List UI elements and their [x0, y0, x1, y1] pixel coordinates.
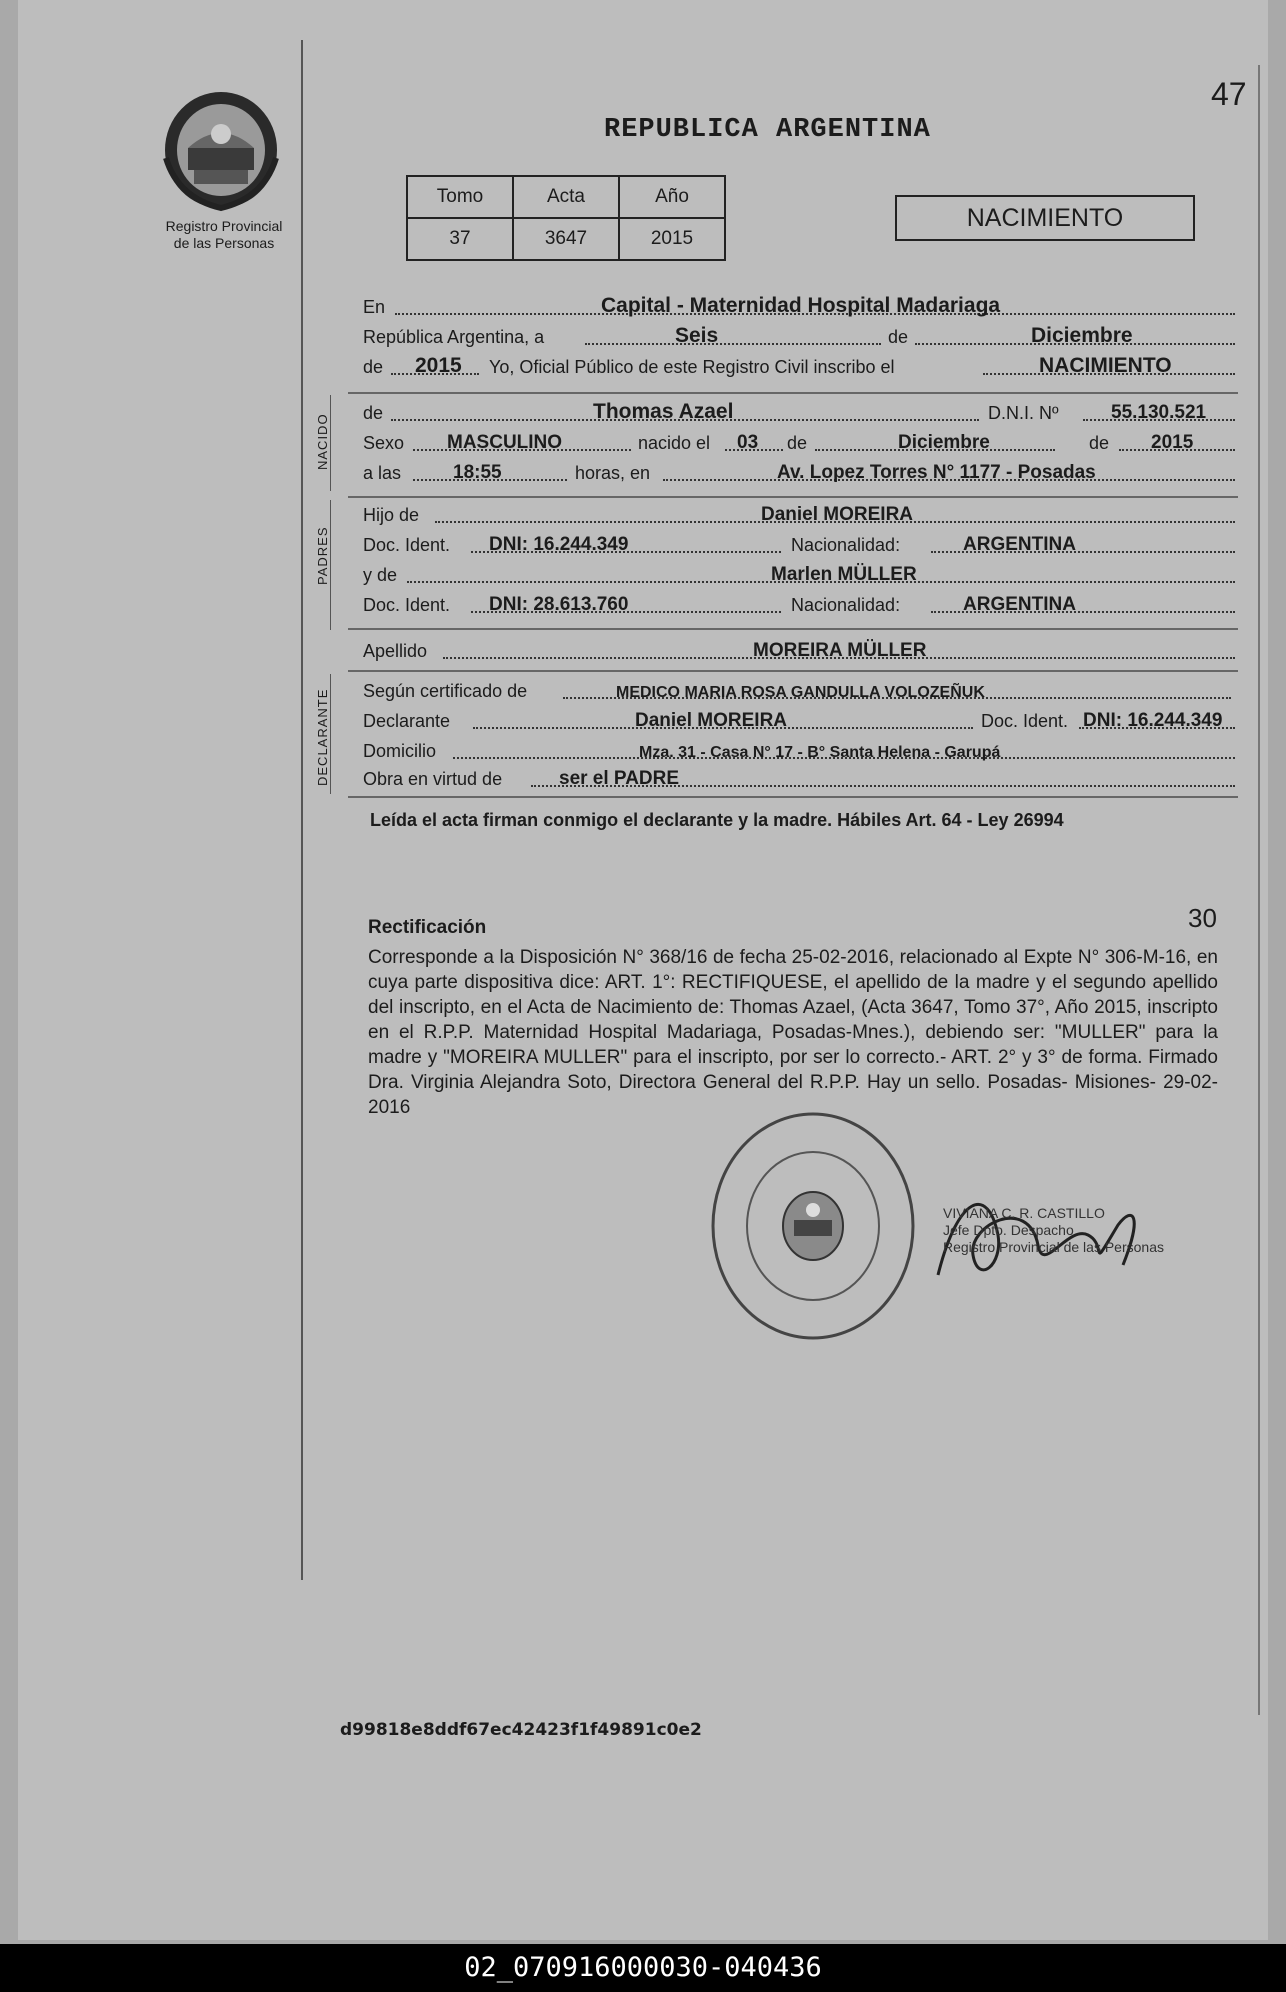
child-dni-value: 55.130.521 [1111, 402, 1207, 423]
declarant-name-value: Daniel MOREIRA [635, 710, 788, 731]
section-separator [348, 796, 1238, 798]
doc-ident-label: Doc. Ident. [363, 535, 451, 555]
domicilio-label: Domicilio [363, 741, 437, 761]
declarant-address-value: Mza. 31 - Casa N° 17 - B° Santa Helena - Garupá [639, 744, 1001, 761]
sexo-label: Sexo [363, 433, 405, 453]
sex-birth-line [363, 428, 1235, 456]
month-value: Diciembre [1031, 324, 1133, 347]
obra-label: Obra en virtud de [363, 769, 503, 789]
surname-line [363, 636, 1235, 664]
logo-caption-line-1: Registro Provincial [165, 218, 283, 234]
father-doc-value: DNI: 16.244.349 [489, 534, 629, 555]
certificate-value: MEDICO MARIA ROSA GANDULLA VOLOZEÑUK [616, 684, 985, 701]
nacionalidad-label: Nacionalidad: [791, 535, 901, 555]
en-label: En [363, 297, 386, 317]
place-value: Capital - Maternidad Hospital Madariaga [601, 294, 1001, 317]
de-label: de [1089, 433, 1110, 453]
padres-bracket [330, 500, 331, 630]
anio-value: 2015 [619, 218, 725, 260]
nacionalidad-label: Nacionalidad: [791, 595, 901, 615]
right-margin-line [1258, 65, 1260, 1715]
obra-value: ser el PADRE [559, 768, 680, 789]
mother-doc-value: DNI: 28.613.760 [489, 594, 629, 615]
horas-label: horas, en [575, 463, 651, 483]
birth-day-value: 03 [737, 432, 759, 453]
birth-year-value: 2015 [1151, 432, 1194, 453]
doc-ident-label: Doc. Ident. [981, 711, 1069, 731]
rectification-title: Rectificación [368, 917, 487, 938]
inscription-line [363, 352, 1235, 380]
section-separator [348, 496, 1238, 498]
obra-line [363, 764, 1235, 792]
section-separator [348, 670, 1238, 672]
signatory-block [943, 1205, 1164, 1256]
tomo-value: 37 [407, 218, 513, 260]
declarante-label: Declarante [363, 711, 451, 731]
rectification-number: 30 [1188, 903, 1217, 933]
republica-label: República Argentina, a [363, 327, 545, 347]
day-word-value: Seis [675, 324, 719, 347]
a-las-label: a las [363, 463, 402, 483]
date-line [363, 322, 1235, 350]
birth-month-value: Diciembre [898, 432, 990, 453]
child-name-value: Thomas Azael [593, 400, 734, 423]
de-label: de [888, 327, 909, 347]
document-title: REPUBLICA ARGENTINA [604, 115, 931, 145]
father-name-value: Daniel MOREIRA [761, 504, 914, 525]
surname-value: MOREIRA MÜLLER [753, 640, 927, 661]
father-doc-line [363, 530, 1235, 558]
declarante-bracket [330, 674, 331, 794]
page-number: 47 [1211, 76, 1247, 112]
y-de-label: y de [363, 565, 398, 585]
tomo-header: Tomo [407, 176, 513, 218]
mother-doc-line [363, 590, 1235, 618]
declarant-doc-value: DNI: 16.244.349 [1083, 710, 1223, 731]
section-separator [348, 628, 1238, 630]
logo-caption [140, 218, 308, 252]
de2-label: de [363, 357, 384, 377]
oficial-label: Yo, Oficial Público de este Registro Civil inscribo el [489, 357, 895, 377]
year-value: 2015 [415, 354, 462, 377]
signatory-position: Jefe Dpto. Despacho [943, 1222, 1074, 1238]
acta-header: Acta [513, 176, 619, 218]
mother-line [363, 560, 1235, 588]
hijo-de-label: Hijo de [363, 505, 420, 525]
declarant-line [363, 706, 1235, 734]
time-place-line [363, 458, 1235, 486]
section-separator [348, 392, 1238, 394]
signatory-name: VIVIANA C. R. CASTILLO [943, 1205, 1105, 1221]
signatory-office: Registro Provincial de las Personas [943, 1239, 1164, 1255]
inscription-value: NACIMIENTO [1039, 354, 1172, 377]
father-line [363, 500, 1235, 528]
domicile-line [363, 736, 1235, 764]
mother-name-value: Marlen MÜLLER [771, 564, 917, 585]
nacido-el-label: nacido el [638, 433, 711, 453]
closing-statement: Leída el acta firman conmigo el declarante y la madre. Hábiles Art. 64 - Ley 26994 [370, 810, 1064, 830]
doc-ident-label: Doc. Ident. [363, 595, 451, 615]
left-margin-line [301, 40, 303, 1580]
sexo-value: MASCULINO [447, 432, 563, 453]
book-reference-table [406, 175, 726, 261]
certificate-line [363, 676, 1235, 704]
anio-header: Año [619, 176, 725, 218]
father-nationality-value: ARGENTINA [963, 534, 1076, 555]
de-label: de [363, 403, 384, 423]
logo-caption-line-2: de las Personas [173, 235, 275, 251]
place-line [363, 292, 1235, 320]
birth-time-value: 18:55 [453, 462, 502, 483]
acta-value: 3647 [513, 218, 619, 260]
official-seal-icon [708, 1110, 918, 1342]
birth-address-value: Av. Lopez Torres N° 1177 - Posadas [777, 462, 1096, 483]
declarante-section-label: DECLARANTE [315, 688, 330, 786]
rectification-body: Corresponde a la Disposición N° 368/16 de fecha 25-02-2016, relacionado al Expte N° 306-M-16, en cuya parte dispositiva dice: ART. 1°: RECTIFIQUESE, el apellido de la madre y el segundo apellido del inscripto, en el Acta de Nacimiento de: Thomas Azael, (Acta 3647, Tomo 37°, Año 2015, inscripto en el R.P.P. Maternidad Hospital Madariaga, Posadas-Mnes.), debiendo ser: "MULLER" para la madre y "MOREIRA MULLER" para el inscripto, por ser lo correcto.- ART. 2° y 3° de forma. Firmado Dra. Virginia Alejandra Soto, Directora General del R.P.P. Hay un sello. Posadas- Misiones- 29-02-2016 [368, 947, 1218, 1118]
nacido-section-label: NACIDO [315, 413, 330, 470]
misiones-coat-of-arms-icon [158, 88, 284, 213]
dni-label: D.N.I. Nº [988, 403, 1059, 423]
padres-section-label: PADRES [315, 526, 330, 585]
record-type-box: NACIMIENTO [895, 195, 1195, 241]
mother-nationality-value: ARGENTINA [963, 594, 1076, 615]
document-page [18, 0, 1268, 1940]
dotted-line [585, 343, 881, 345]
nacido-bracket [330, 395, 331, 491]
apellido-label: Apellido [363, 641, 428, 661]
name-line [363, 398, 1235, 426]
footer-document-id: 02_070916000030-040436 [0, 1944, 1286, 1992]
segun-certificado-label: Según certificado de [363, 681, 528, 701]
de-label: de [787, 433, 808, 453]
document-hash: d99818e8ddf67ec42423f1f49891c0e2 [340, 1720, 702, 1740]
